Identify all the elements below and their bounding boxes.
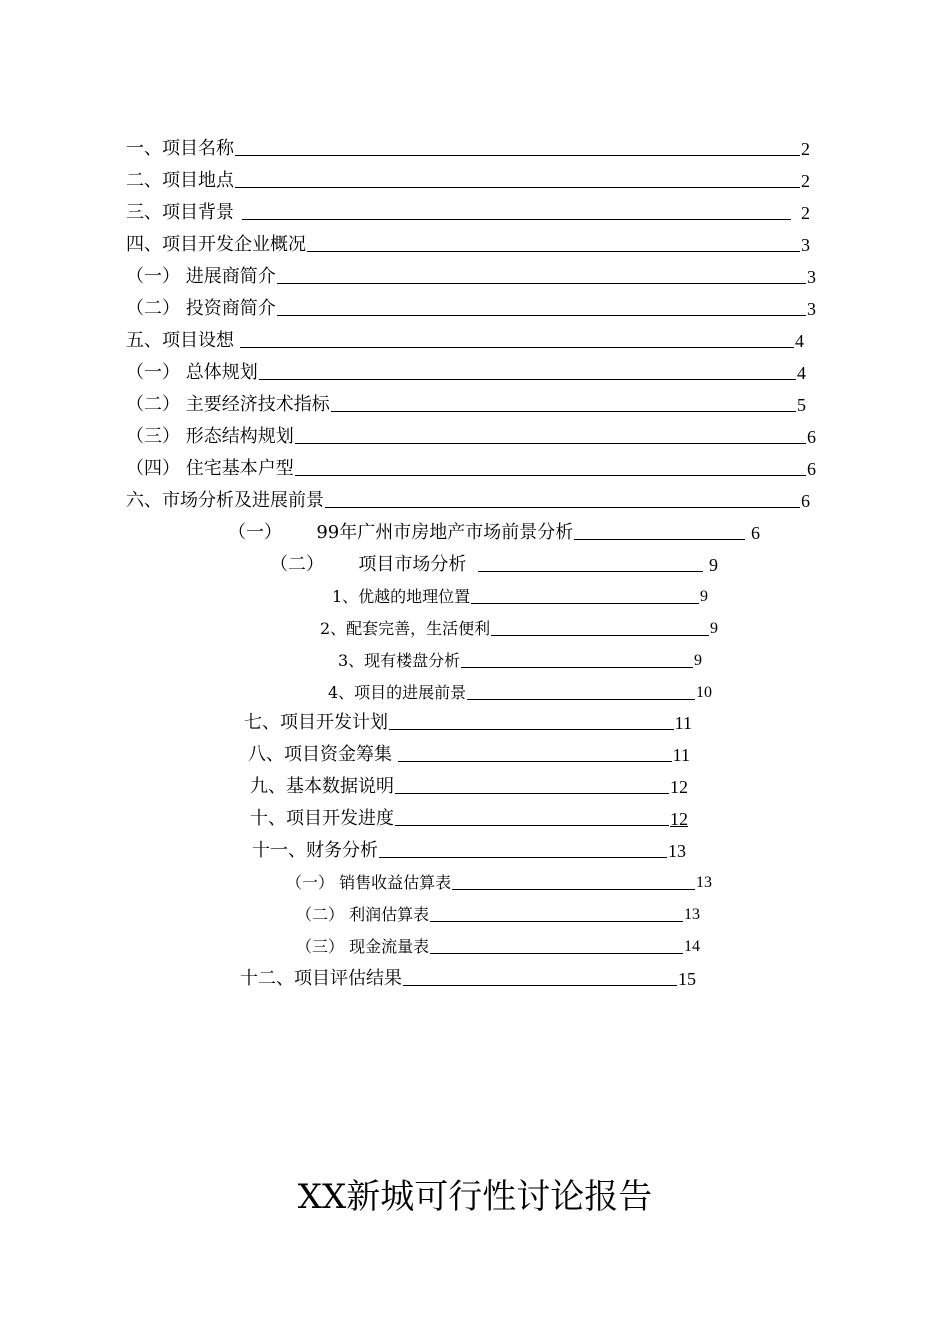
- toc-page-number: 9: [700, 588, 708, 605]
- toc-dot-leader: [430, 921, 683, 922]
- toc-entry-label: 一、项目名称: [126, 138, 234, 159]
- toc-page-number: 9: [709, 555, 718, 575]
- toc-entry-label: 十二、项目评估结果: [240, 968, 402, 989]
- toc-page-number: 6: [801, 491, 810, 511]
- toc-entry-label: 十、项目开发进度: [250, 808, 394, 829]
- toc-entry[interactable]: [320, 612, 718, 640]
- toc-entry-label: 九、基本数据说明: [250, 776, 394, 797]
- toc-page-number: 13: [684, 906, 700, 923]
- toc-page-number: 11: [672, 745, 690, 765]
- document-title: XX新城可行性讨论报告: [297, 1177, 653, 1217]
- toc-page-number: 3: [807, 299, 816, 319]
- toc-entry-label: （三） 现金流量表: [296, 937, 430, 956]
- toc-entry[interactable]: [126, 484, 810, 512]
- toc-entry[interactable]: [126, 196, 810, 224]
- toc-entry-label: 六、市场分析及进展前景: [126, 490, 324, 511]
- toc-page-number: 6: [751, 523, 760, 543]
- toc-entry-label: （二） 主要经济技术指标: [126, 394, 330, 415]
- toc-entry-label: （一） 进展商简介: [126, 266, 276, 287]
- toc-dot-leader: [574, 539, 745, 540]
- toc-dot-leader: [331, 411, 796, 412]
- toc-entry-label: 十一、财务分析: [252, 840, 378, 861]
- toc-entry-label: （三） 形态结构规划: [126, 426, 294, 447]
- toc-page-number: 6: [807, 459, 816, 479]
- toc-entry-label: 1、优越的地理位置: [332, 587, 471, 606]
- toc-entry[interactable]: [126, 356, 806, 384]
- toc-entry[interactable]: [126, 388, 806, 416]
- toc-entry[interactable]: [248, 738, 690, 766]
- toc-dot-leader: [395, 793, 669, 794]
- toc-entry-label: 2、配套完善，生活便利: [320, 619, 491, 638]
- toc-dot-leader: [430, 953, 683, 954]
- toc-entry-label: （二） 投资商简介: [126, 298, 276, 319]
- toc-entry[interactable]: [296, 930, 700, 958]
- toc-dot-leader: [277, 315, 806, 316]
- toc-entry[interactable]: [126, 292, 816, 320]
- toc-entry[interactable]: [126, 260, 816, 288]
- toc-dot-leader: [491, 635, 709, 636]
- toc-entry[interactable]: [126, 228, 810, 256]
- toc-entry-label: （二） 利润估算表: [296, 905, 430, 924]
- toc-page-number: 9: [710, 620, 718, 637]
- toc-entry[interactable]: [126, 132, 810, 160]
- toc-dot-leader: [295, 443, 806, 444]
- toc-page-number: 2: [801, 171, 810, 191]
- toc-dot-leader: [379, 857, 667, 858]
- toc-entry[interactable]: [240, 962, 696, 990]
- toc-page-number: 2: [801, 203, 810, 223]
- toc-page-number: 12: [670, 777, 688, 797]
- toc-entry[interactable]: [126, 420, 816, 448]
- toc-page-number: 13: [696, 874, 712, 891]
- toc-dot-leader: [389, 729, 674, 730]
- toc-entry[interactable]: [126, 164, 810, 192]
- toc-dot-leader: [452, 889, 695, 890]
- toc-page-number: 10: [696, 684, 712, 701]
- toc-entry-label: 二、项目地点: [126, 170, 234, 191]
- toc-entry[interactable]: [250, 802, 688, 830]
- toc-entry-label: （二） 项目市场分析: [270, 554, 473, 575]
- toc-entry-label: 七、项目开发计划: [244, 712, 388, 733]
- toc-entry[interactable]: [338, 644, 702, 672]
- toc-entry[interactable]: [126, 452, 816, 480]
- toc-dot-leader: [461, 667, 693, 668]
- toc-dot-leader: [478, 571, 703, 572]
- toc-entry-label: 五、项目设想: [126, 330, 234, 351]
- toc-entry-label: 三、项目背景: [126, 202, 234, 223]
- toc-entry-label: （一） 销售收益估算表: [286, 873, 452, 892]
- toc-dot-leader: [471, 603, 699, 604]
- toc-entry[interactable]: [328, 676, 712, 704]
- toc-dot-leader: [240, 347, 794, 348]
- toc-entry[interactable]: [332, 580, 708, 608]
- toc-page-number: 12: [670, 809, 688, 829]
- toc-page-number: 15: [678, 969, 696, 989]
- toc-entry-label: （一） 总体规划: [126, 362, 258, 383]
- toc-dot-leader: [277, 283, 806, 284]
- toc-page-number: 14: [684, 938, 700, 955]
- toc-entry[interactable]: [228, 516, 760, 544]
- toc-page-number: 9: [694, 652, 702, 669]
- toc-entry-label: 3、现有楼盘分析: [338, 651, 461, 670]
- toc-dot-leader: [235, 155, 800, 156]
- toc-dot-leader: [395, 825, 669, 826]
- toc-dot-leader: [398, 761, 672, 762]
- toc-dot-leader: [403, 985, 677, 986]
- toc-page-number: 3: [807, 267, 816, 287]
- toc-dot-leader: [295, 475, 806, 476]
- toc-page-number: 2: [801, 139, 810, 159]
- toc-entry[interactable]: [126, 324, 804, 352]
- toc-entry[interactable]: [244, 706, 692, 734]
- toc-entry[interactable]: [270, 548, 718, 576]
- toc-dot-leader: [467, 699, 695, 700]
- toc-page-number: 4: [795, 331, 804, 351]
- toc-entry-label: 四、项目开发企业概况: [126, 234, 306, 255]
- toc-entry[interactable]: [286, 866, 712, 894]
- toc-entry-label: （一） 99年广州市房地产市场前景分析: [228, 522, 574, 543]
- toc-dot-leader: [235, 187, 800, 188]
- toc-page-number: 13: [668, 841, 686, 861]
- toc-entry[interactable]: [250, 770, 688, 798]
- toc-dot-leader: [259, 379, 796, 380]
- toc-dot-leader: [242, 219, 791, 220]
- toc-page-number: 11: [674, 713, 692, 733]
- toc-dot-leader: [307, 251, 800, 252]
- toc-dot-leader: [325, 507, 800, 508]
- toc-page-number: 5: [797, 395, 806, 415]
- toc-entry[interactable]: [296, 898, 700, 926]
- toc-entry[interactable]: [252, 834, 686, 862]
- toc-page-number: 6: [807, 427, 816, 447]
- toc-entry-label: （四） 住宅基本户型: [126, 458, 294, 479]
- toc-entry-label: 八、项目资金筹集: [248, 744, 392, 765]
- toc-page-number: 3: [801, 235, 810, 255]
- toc-page-number: 4: [797, 363, 806, 383]
- toc-entry-label: 4、项目的进展前景: [328, 683, 467, 702]
